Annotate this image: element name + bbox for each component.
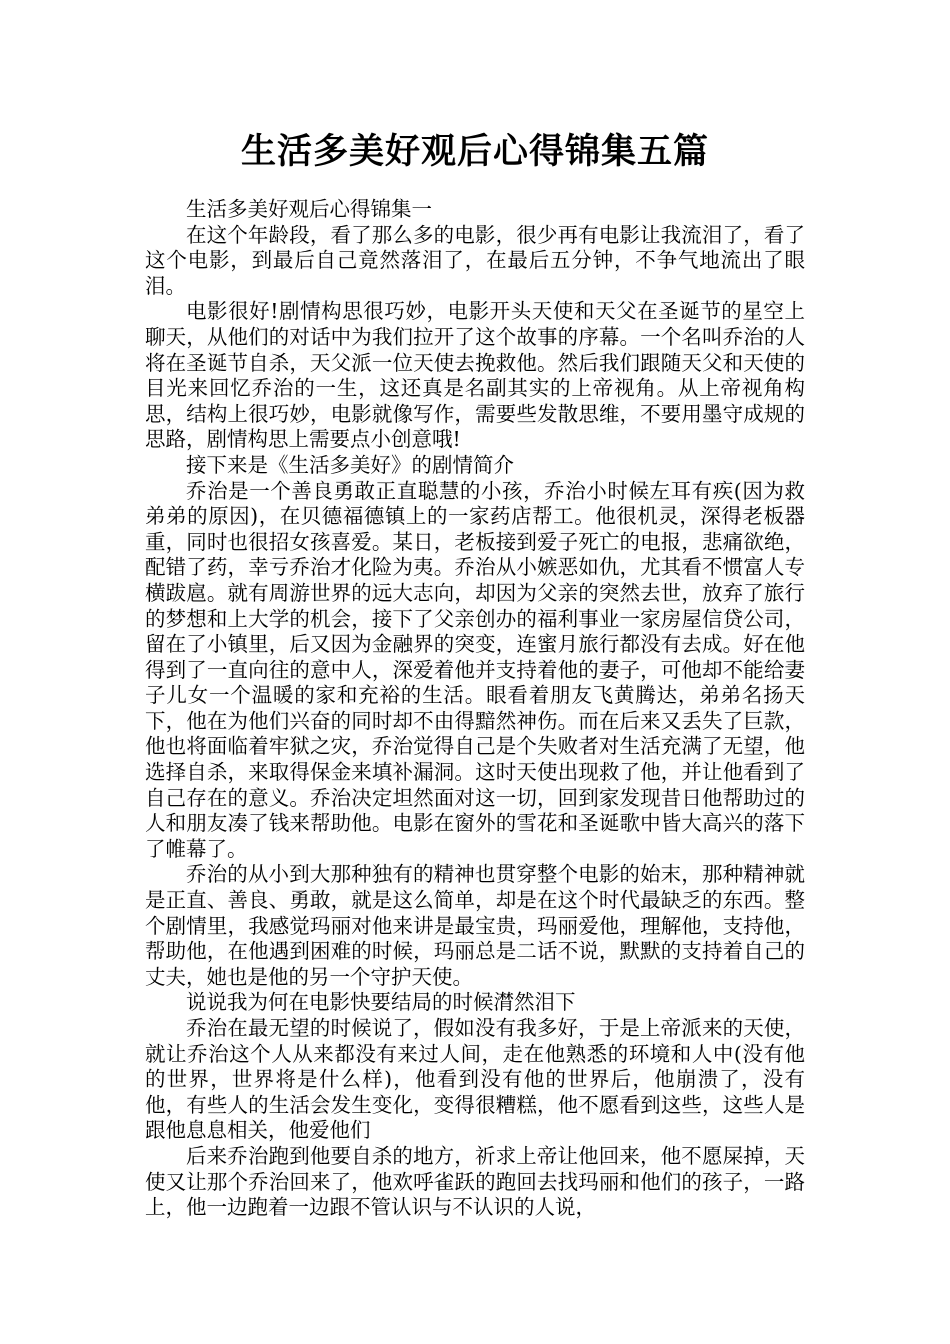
paragraph: 说说我为何在电影快要结局的时候潸然泪下 (186, 990, 576, 1015)
paragraph: 乔治在最无望的时候说了，假如没有我多好，于是上帝派来的天使，就让乔治这个人从来都没有来过人间，走在他熟悉的环境和人中(没有他的世界，世界将是什么样)，他看到没有他的世界后，他崩溃了，没有他，有些人的生活会发生变化，变得很糟糕，他不愿看到这些，这些人是跟他息息相关，他爱他们 (145, 1016, 805, 1143)
paragraph: 在这个年龄段，看了那么多的电影，很少再有电影让我流泪了，看了这个电影，到最后自己竟然落泪了，在最后五分钟，不争气地流出了眼泪。 (145, 222, 805, 298)
paragraph: 生活多美好观后心得锦集一 (186, 197, 432, 221)
paragraph: 接下来是《生活多美好》的剧情简介 (186, 452, 514, 477)
document-title: 生活多美好观后心得锦集五篇 (240, 132, 709, 172)
paragraph: 后来乔治跑到他要自杀的地方，祈求上帝让他回来，他不愿屎掉，天使又让那个乔治回来了，他欢呼雀跃的跑回去找玛丽和他们的孩子，一路上，他一边跑着一边跟不管认识与不认识的人说， (145, 1143, 805, 1220)
document-body (145, 197, 805, 1221)
paragraph: 电影很好!剧情构思很巧妙，电影开头天使和天父在圣诞节的星空上聊天，从他们的对话中为我们拉开了这个故事的序幕。一个名叫乔治的人将在圣诞节自杀，天父派一位天使去挽救他。然后我们跟随天父和天使的目光来回忆乔治的一生，这还真是名副其实的上帝视角。从上帝视角构思，结构上很巧妙，电影就像写作，需要些发散思维，不要用墨守成规的思路，剧情构思上需要点小创意哦! (145, 299, 805, 452)
paragraph: 乔治是一个善良勇敢正直聪慧的小孩，乔治小时候左耳有疾(因为救弟弟的原因)，在贝德福德镇上的一家药店帮工。他很机灵，深得老板器重，同时也很招女孩喜爱。某日，老板接到爱子死亡的电报，悲痛欲绝，配错了药，幸亏乔治才化险为夷。乔治从小嫉恶如仇，尤其看不惯富人专横跋扈。就有周游世界的远大志向，却因为父亲的突然去世，放弃了旅行的梦想和上大学的机会，接下了父亲创办的福利事业一家房屋信贷公司，留在了小镇里，后又因为金融界的突变，连蜜月旅行都没有去成。好在他得到了一直向往的意中人，深爱着他并支持着他的妻子，可他却不能给妻子儿女一个温暖的家和充裕的生活。眼看着朋友飞黄腾达，弟弟名扬天下，他在为他们兴奋的同时却不由得黯然神伤。而在后来又丢失了巨款，他也将面临着牢狱之灾，乔治觉得自己是个失败者对生活充满了无望，他选择自杀，来取得保金来填补漏洞。这时天使出现救了他，并让他看到了自己存在的意义。乔治决定坦然面对这一切，回到家发现昔日他帮助过的人和朋友凑了钱来帮助他。电影在窗外的雪花和圣诞歌中皆大高兴的落下了帷幕了。 (145, 478, 805, 861)
paragraph: 乔治的从小到大那种独有的精神也贯穿整个电影的始末，那种精神就是正直、善良、勇敢，就是这么简单，却是在这个时代最缺乏的东西。整个剧情里，我感觉玛丽对他来讲是最宝贵，玛丽爱他，理解他，支持他，帮助他，在他遇到困难的时候，玛丽总是二话不说，默默的支持着自己的丈夫，她也是他的另一个守护天使。 (145, 862, 805, 989)
